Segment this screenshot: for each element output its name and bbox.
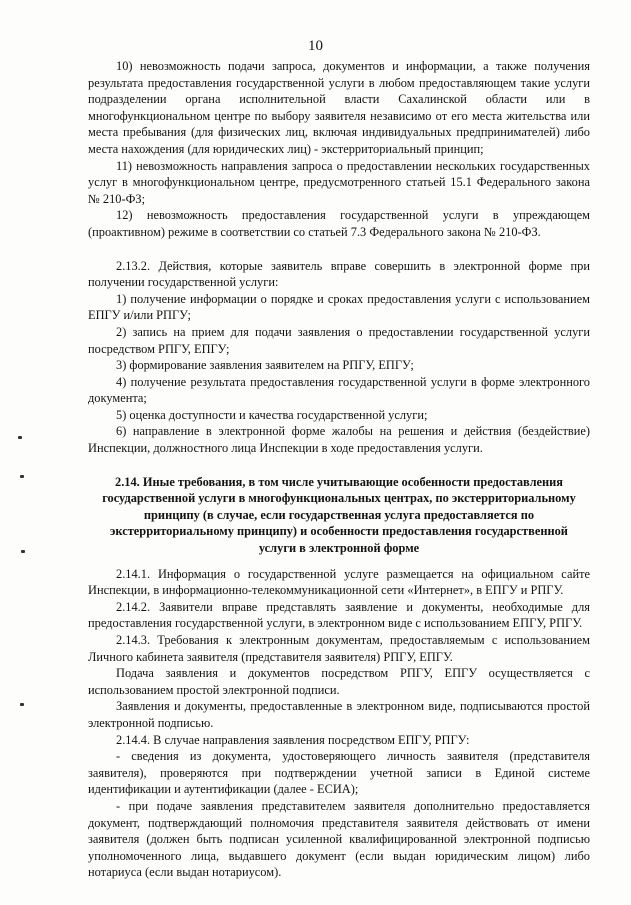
- scan-speck: [21, 550, 25, 553]
- paragraph-2-13-2: 2.13.2. Действия, которые заявитель вправе совершить в электронной форме при получении государственной услуги:: [88, 258, 590, 290]
- paragraph-submission: Подача заявления и документов посредством РПГУ, ЕПГУ осуществляется с использованием простой электронной подписи.: [88, 666, 590, 697]
- paragraph-2-14-1: 2.14.1. Информация о государственной услуге размещается на официальном сайте Инспекции, в информационно-телекоммуникационной сети «Интернет», в ЕПГУ и РПГУ.: [88, 566, 590, 598]
- list-item-2: 2) запись на прием для подачи заявления о предоставлении государственной услуги посредством РПГУ, ЕПГУ;: [88, 324, 590, 356]
- paragraph-item-11: 11) невозможность направления запроса о предоставлении нескольких государственных услуг в многофункциональном центре, предусмотренного статьей 15.1 Федерального закона № 210-ФЗ;: [88, 158, 590, 206]
- paragraph-2-14-3: 2.14.3. Требования к электронным документам, предоставляемым с использованием Личного кабинета заявителя (представителя заявителя) РПГУ, ЕПГУ.: [88, 633, 590, 664]
- list-item-identity: - сведения из документа, удостоверяющего личность заявителя (представителя заявителя), проверяются при подтверждении учетной записи в Единой системе идентификации и аутентификации (далее - ЕСИА);: [88, 749, 590, 797]
- document-body: [88, 58, 590, 881]
- paragraph-item-10: 10) невозможность подачи запроса, документов и информации, а также получения результата предоставления государственной услуги в любом предоставляющем такие услуги подразделении органа исполнительной власти Сахалинской области или в многофункциональном центре по выбору заявителя независимо от его места жительства или места пребывания (для физических лиц, включая индивидуальных предпринимателей) либо места нахождения (для юридических лиц) - экстерриториальный принцип;: [88, 59, 590, 156]
- list-item-3: 3) формирование заявления заявителем на РПГУ, ЕПГУ;: [116, 358, 414, 373]
- scan-speck: [20, 703, 24, 706]
- list-item-5: 5) оценка доступности и качества государственной услуги;: [116, 407, 428, 422]
- paragraph-item-12: 12) невозможность предоставления государственной услуги в упреждающем (проактивном) режиме в соответствии со статьей 7.3 Федерального закона № 210-ФЗ.: [88, 208, 590, 239]
- scan-speck: [20, 475, 24, 478]
- list-item-6: 6) направление в электронной форме жалобы на решения и действия (бездействие) Инспекции, должностного лица Инспекции в ходе предоставления услуги.: [88, 424, 590, 456]
- paragraph-signature: Заявления и документы, предоставленные в электронном виде, подписываются простой электронной подписью.: [88, 699, 590, 730]
- list-item-representative: - при подаче заявления представителем заявителя дополнительно предоставляется документ, подтверждающий полномочия представителя заявителя действовать от имени заявителя (должен быть подписан усиленной квалифицированной электронной подписью уполномоченного лица, выдавшего документ (если выдан юридическим лицом) либо нотариуса (если выдан нотариусом).: [88, 798, 590, 880]
- paragraph-2-14-2: 2.14.2. Заявители вправе представлять заявление и документы, необходимые для предоставления государственной услуги, в электронном виде с использованием ЕПГУ, РПГУ.: [88, 599, 590, 631]
- paragraph-2-14-4: 2.14.4. В случае направления заявления посредством ЕПГУ, РПГУ:: [116, 732, 470, 747]
- list-item-1: 1) получение информации о порядке и сроках предоставления услуги с использованием ЕПГУ и/или РПГУ;: [88, 291, 590, 323]
- page-number: 10: [308, 38, 323, 54]
- scan-speck: [18, 436, 22, 439]
- section-heading-2-14: 2.14. Иные требования, в том числе учитывающие особенности предоставления государственной услуги в многофункциональных центрах, по экстерриториальному принципу (в случае, если государственная услуга предоставляется по экстерриториальному принципу) и особенности предоставления государственной услуги в электронной форме: [102, 474, 576, 556]
- list-item-4: 4) получение результата предоставления государственной услуги в форме электронного документа;: [88, 374, 590, 406]
